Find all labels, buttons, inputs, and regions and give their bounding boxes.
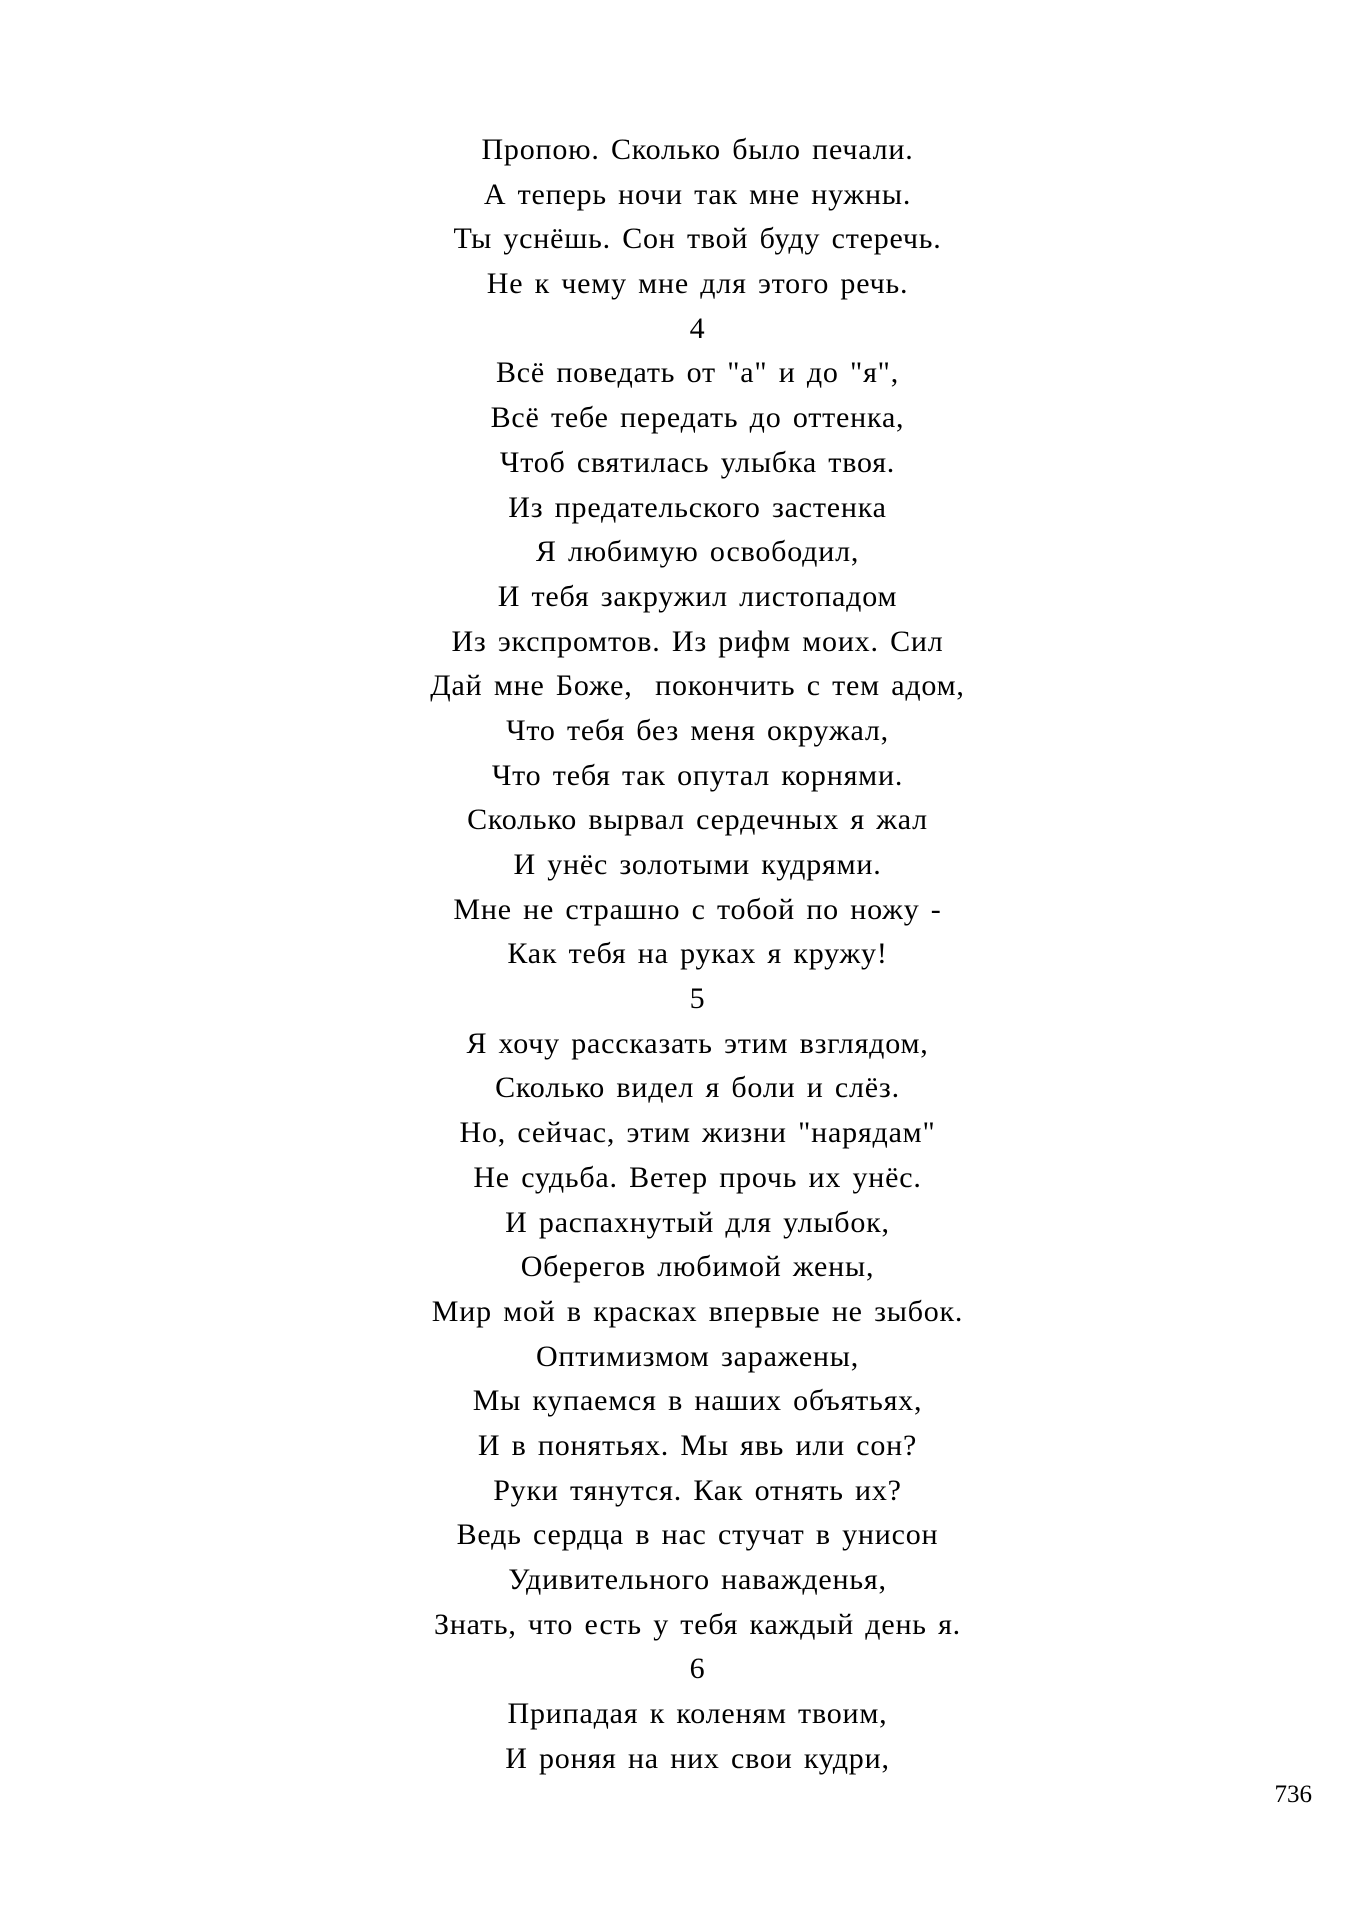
poem-line: Не к чему мне для этого речь. <box>486 267 909 301</box>
poem-line: Не судьба. Ветер прочь их унёс. <box>473 1160 922 1194</box>
poem-line: Я любимую освободил, <box>535 535 860 569</box>
poem-line: Знать, что есть у тебя каждый день я. <box>434 1607 961 1641</box>
poem-line: А теперь ночи так мне нужны. <box>483 177 912 211</box>
poem-line: Оптимизмом заражены, <box>535 1339 860 1373</box>
poem-line: Пропою. Сколько было печали. <box>481 133 914 166</box>
poem-line: Мир мой в красках впервые не зыбок. <box>431 1294 964 1328</box>
poem-line: Удивительного наважденья, <box>508 1563 887 1596</box>
poem-line: Ты уснёшь. Сон твой буду стеречь. <box>453 222 942 256</box>
stanza-number: 6 <box>689 1652 706 1686</box>
poem-line: Мы купаемся в наших объятьях, <box>472 1384 923 1418</box>
poem-line: Сколько вырвал сердечных я жал <box>467 803 928 837</box>
poem-line: И роняя на них свои кудри, <box>505 1741 890 1775</box>
poem-text <box>0 128 1357 1781</box>
stanza-number: 4 <box>689 311 706 345</box>
poem-line: Но, сейчас, этим жизни "нарядам" <box>459 1116 936 1150</box>
poem-line: Мне не страшно с тобой по ножу - <box>453 892 942 926</box>
poem-line: Руки тянутся. Как отнять их? <box>493 1473 902 1507</box>
poem-line: Что тебя так опутал корнями. <box>491 758 904 792</box>
poem-line: Сколько видел я боли и слёз. <box>495 1071 900 1105</box>
poem-line: И унёс золотыми кудрями. <box>513 848 882 881</box>
poem-line: Всё тебе передать до оттенка, <box>490 401 905 435</box>
poem-line: Как тебя на руках я кружу! <box>507 937 888 971</box>
poem-line: Я хочу рассказать этим взглядом, <box>466 1026 929 1060</box>
poem-line: Дай мне Боже, покончить с тем адом, <box>430 669 965 703</box>
poem-line: Из предательского застенка <box>508 490 887 524</box>
stanza-number: 5 <box>689 982 706 1016</box>
poem-line: Ведь сердца в нас стучат в унисон <box>456 1518 939 1552</box>
poem-line: Из экспромтов. Из рифм моих. Сил <box>451 624 944 658</box>
poem-line: И в понятьях. Мы явь или сон? <box>477 1428 918 1462</box>
poem-line: Чтоб святилась улыбка твоя. <box>499 445 896 479</box>
poem-line: Всё поведать от "а" и до "я", <box>495 356 900 390</box>
poem-line: Припадая к коленям твоим, <box>507 1697 888 1731</box>
poem-line: Оберегов любимой жены, <box>520 1250 875 1284</box>
page-number: 736 <box>1274 1781 1312 1808</box>
poem-line: И тебя закружил листопадом <box>497 579 898 613</box>
poem-line: И распахнутый для улыбок, <box>505 1205 890 1239</box>
poem-line: Что тебя без меня окружал, <box>506 713 889 747</box>
